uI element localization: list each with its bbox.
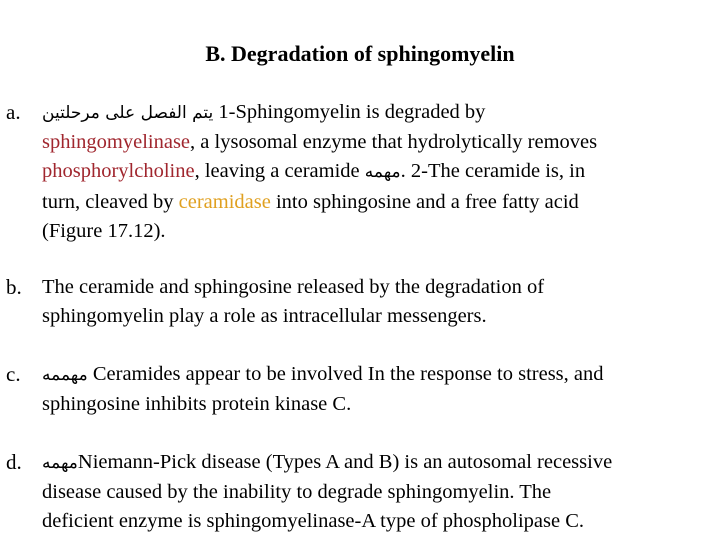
item-text xyxy=(42,273,716,331)
text-segment: sphingomyelin play a role as intracellular messengers. xyxy=(42,305,487,328)
list-item-d xyxy=(6,448,716,537)
text-segment: (Figure 17.12). xyxy=(42,219,166,242)
text-line xyxy=(42,273,716,302)
text-segment: , leaving a ceramide xyxy=(194,160,365,183)
highlighted-term: phosphorylcholine xyxy=(42,160,195,183)
text-line xyxy=(42,478,716,507)
text-segment: disease caused by the inability to degrade sphingomyelin. The xyxy=(42,481,552,504)
text-segment: The ceramide and sphingosine released by the degradation of xyxy=(42,276,545,298)
text-line xyxy=(42,157,716,187)
text-line xyxy=(42,302,716,331)
item-marker: b. xyxy=(6,275,22,299)
text-line xyxy=(42,390,716,419)
list-item-b xyxy=(6,273,716,331)
arabic-note: مهممه xyxy=(42,365,88,385)
item-text xyxy=(42,98,716,246)
text-line xyxy=(42,507,716,536)
highlighted-term: ceramidase xyxy=(178,190,271,213)
list-item-a xyxy=(6,98,716,246)
text-segment: Niemann-Pick disease (Types A and B) is an autosomal recessive xyxy=(77,451,613,473)
text-segment: into sphingosine and a free fatty acid xyxy=(270,190,579,213)
item-marker: c. xyxy=(6,362,21,386)
arabic-note: مهمه xyxy=(364,162,401,183)
arabic-note: يتم الفصل على مرحلتين xyxy=(42,103,214,123)
text-segment: , a lysosomal enzyme that hydrolytically removes xyxy=(190,131,598,154)
list-item-c xyxy=(6,360,716,419)
text-segment: 1-Sphingomyelin is degraded by xyxy=(213,101,486,123)
item-text xyxy=(42,448,716,537)
arabic-note: مهمه xyxy=(42,453,78,473)
text-line xyxy=(42,448,716,478)
item-text xyxy=(42,360,716,419)
highlighted-term: sphingomyelinase xyxy=(42,131,191,154)
text-segment: turn, cleaved by xyxy=(42,190,179,213)
text-segment: sphingosine inhibits protein kinase C. xyxy=(42,393,352,416)
text-segment: deficient enzyme is sphingomyelinase-A type of phospholipase C. xyxy=(42,510,584,533)
text-line xyxy=(42,128,716,157)
slide-title: B. Degradation of sphingomyelin xyxy=(205,41,515,66)
text-line xyxy=(42,98,716,128)
text-line xyxy=(42,360,716,390)
item-marker: a. xyxy=(6,100,21,124)
text-segment: Ceramides appear to be involved In the response to stress, and xyxy=(87,363,604,385)
text-line xyxy=(42,188,716,217)
item-marker: d. xyxy=(6,450,22,474)
text-segment: . 2-The ceramide is, in xyxy=(400,160,586,183)
text-line xyxy=(42,217,716,246)
